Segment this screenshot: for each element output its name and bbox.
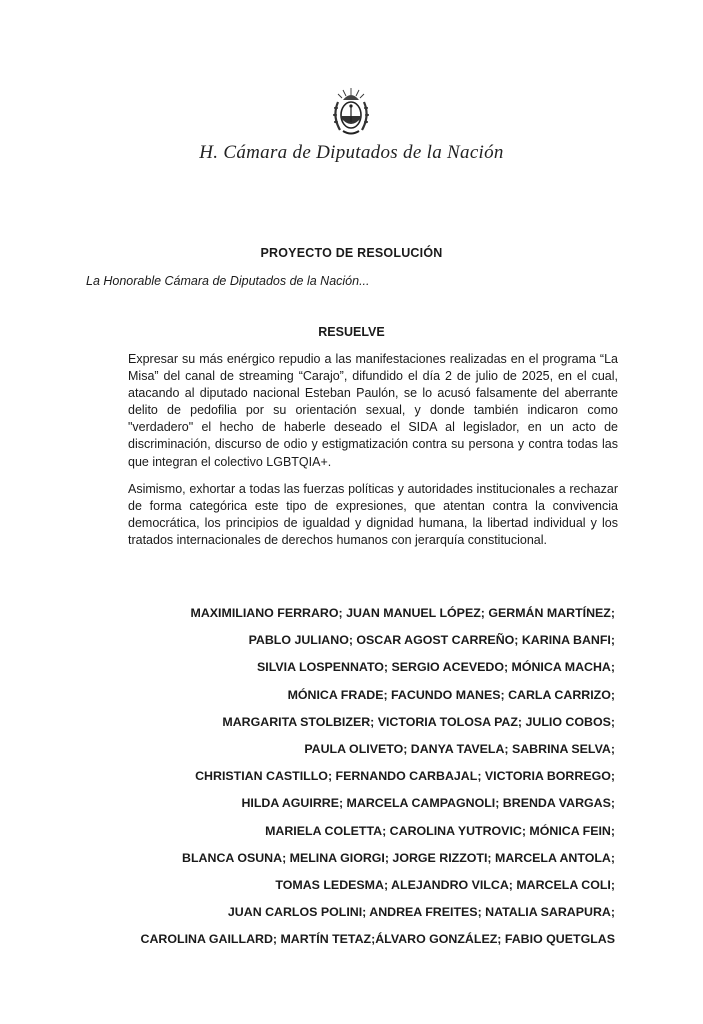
- signer-line: PABLO JULIANO; OSCAR AGOST CARREÑO; KARINA BANFI;: [248, 633, 615, 648]
- signer-line: MARGARITA STOLBIZER; VICTORIA TOLOSA PAZ; JULIO COBOS;: [222, 714, 615, 729]
- resolution-paragraph: Expresar su más enérgico repudio a las manifestaciones realizadas en el programa “La Misa” del canal de streaming “Carajo”, difundido el día 2 de julio de 2025, en el cual, atacando al diputado nacional Esteban Paulón, se lo acusó falsamente del aberrante delito de pedofilia por su orientación sexual, y donde también indicaron como "verdadero" el hecho de haberle deseado el SIDA al legislador, en un acto de discriminación, discurso de odio y estigmatización contra su persona y contra todas las que integran el colectivo LGBTQIA+.: [128, 352, 618, 469]
- signer-line: MÓNICA FRADE; FACUNDO MANES; CARLA CARRIZO;: [287, 687, 615, 702]
- argentine-national-coat-of-arms-icon: [328, 86, 374, 138]
- signer-line: PAULA OLIVETO; DANYA TAVELA; SABRINA SELVA;: [304, 741, 615, 756]
- section-heading: RESUELVE: [318, 325, 385, 339]
- chamber-name: H. Cámara de Diputados de la Nación: [199, 142, 504, 163]
- signer-line: JUAN CARLOS POLINI; ANDREA FREITES; NATALIA SARAPURA;: [227, 905, 615, 920]
- signer-line: MARIELA COLETTA; CAROLINA YUTROVIC; MÓNICA FEIN;: [265, 823, 615, 838]
- document-title: PROYECTO DE RESOLUCIÓN: [260, 246, 443, 260]
- signers-list: [55, 600, 615, 953]
- signer-line: CHRISTIAN CASTILLO; FERNANDO CARBAJAL; VICTORIA BORREGO;: [195, 769, 615, 784]
- signer-line: CAROLINA GAILLARD; MARTÍN TETAZ;ÁLVARO GONZÁLEZ; FABIO QUETGLAS: [140, 932, 615, 947]
- signer-line: SILVIA LOSPENNATO; SERGIO ACEVEDO; MÓNICA MACHA;: [257, 660, 615, 675]
- signer-line: MAXIMILIANO FERRARO; JUAN MANUEL LÓPEZ; GERMÁN MARTÍNEZ;: [190, 606, 615, 620]
- signer-line: TOMAS LEDESMA; ALEJANDRO VILCA; MARCELA COLI;: [275, 877, 615, 892]
- document-intro: La Honorable Cámara de Diputados de la Nación...: [86, 274, 370, 288]
- signer-line: HILDA AGUIRRE; MARCELA CAMPAGNOLI; BRENDA VARGAS;: [241, 796, 615, 811]
- resolution-paragraph: Asimismo, exhortar a todas las fuerzas políticas y autoridades institucionales a rechazar de forma categórica este tipo de expresiones, que atentan contra la convivencia democrática, los principios de igualdad y dignidad humana, la libertad individual y los tratados internacionales de derechos humanos con jerarquía constitucional.: [128, 482, 618, 548]
- signer-line: BLANCA OSUNA; MELINA GIORGI; JORGE RIZZOTI; MARCELA ANTOLA;: [182, 850, 615, 865]
